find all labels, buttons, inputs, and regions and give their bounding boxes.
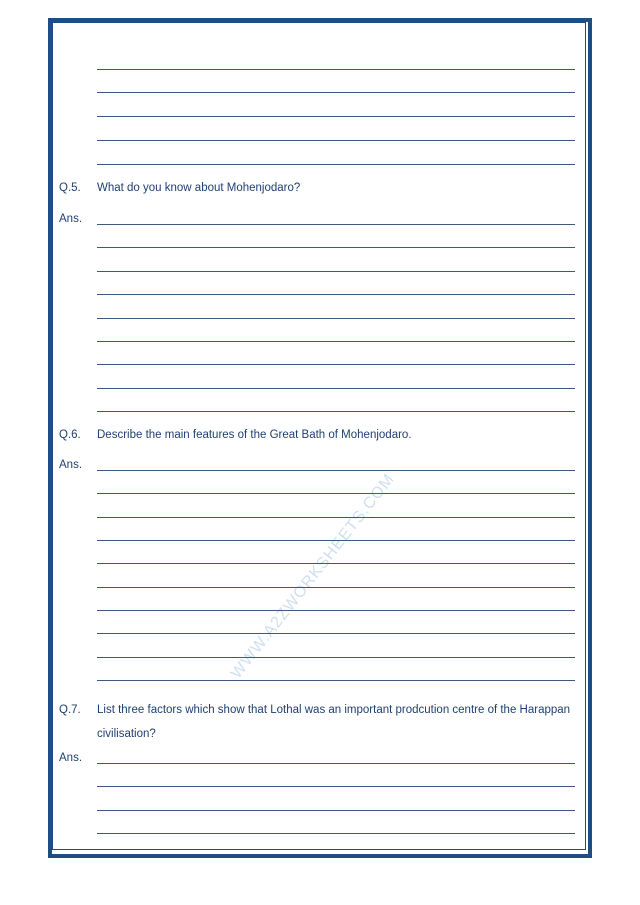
answer-line (97, 341, 575, 342)
answer-line (97, 540, 575, 541)
answer-line (97, 164, 575, 165)
question-number: Q.6. (59, 429, 81, 441)
answer-line (97, 247, 575, 248)
answer-line (97, 470, 575, 471)
answer-line (97, 411, 575, 412)
question-text-block (97, 698, 581, 746)
answer-label: Ans. (59, 459, 83, 471)
answer-line (97, 657, 575, 658)
answer-line (97, 786, 575, 787)
answer-line (97, 810, 575, 811)
answer-label: Ans. (59, 213, 83, 225)
answer-line (97, 680, 575, 681)
question-text: Describe the main features of the Great Bath of Mohenjodaro. (97, 429, 412, 441)
question-text-line2: Harappan civilisation? (97, 704, 571, 740)
answer-line (97, 587, 575, 588)
question-number: Q.7. (59, 704, 81, 716)
answer-line (97, 92, 575, 93)
question-number: Q.5. (59, 182, 81, 194)
answer-line (97, 271, 575, 272)
answer-line (97, 140, 575, 141)
answer-line (97, 318, 575, 319)
answer-line (97, 364, 575, 365)
question-text: What do you know about Mohenjodaro? (97, 182, 301, 194)
answer-line (97, 294, 575, 295)
question-text: List three factors which show that Lothal was an important prodcution centre of the (97, 704, 517, 716)
watermark: WWW.A2ZWORKSHEETS.COM (227, 470, 399, 682)
answer-line (97, 388, 575, 389)
answer-line (97, 763, 575, 764)
answer-line (97, 517, 575, 518)
answer-line (97, 116, 575, 117)
answer-line (97, 69, 575, 70)
answer-line (97, 610, 575, 611)
answer-line (97, 493, 575, 494)
answer-line (97, 224, 575, 225)
answer-line (97, 563, 575, 564)
answer-line (97, 633, 575, 634)
answer-line (97, 833, 575, 834)
answer-label: Ans. (59, 752, 83, 764)
